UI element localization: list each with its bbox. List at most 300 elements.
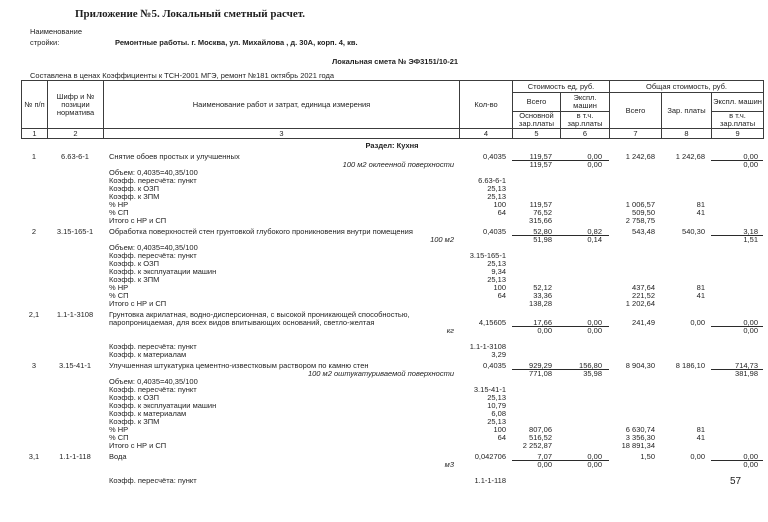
table-body: [21, 142, 763, 485]
cell: 0,4035: [483, 227, 506, 236]
cell: Итого с НР и СП: [109, 299, 167, 308]
cell: Улучшенная штукатурка цементно-известковым раствором по камню стен: [109, 361, 369, 370]
cell: 64: [497, 208, 506, 217]
cell: [47, 252, 103, 260]
cell: 241,49: [632, 318, 655, 327]
cell: 0,00: [743, 326, 758, 335]
cell: [21, 418, 47, 426]
cell: [21, 300, 47, 308]
cell: [21, 244, 47, 252]
cell: % СП: [109, 433, 129, 442]
cell: [21, 201, 47, 209]
cell: 100: [493, 425, 506, 434]
cell: 100 м2 оштукатуриваемой поверхности: [307, 369, 454, 378]
cell: [609, 169, 661, 177]
cell: Итого с НР и СП: [109, 216, 167, 225]
cell: [560, 268, 609, 276]
cell: [609, 244, 661, 252]
cell: 0,00: [587, 326, 602, 335]
cell: Коэфф. пересчёта: пункт: [109, 476, 197, 485]
cell: 0,00: [711, 453, 763, 461]
cell: [21, 193, 47, 201]
cell: [47, 161, 103, 169]
cell: [560, 177, 609, 185]
cell: [459, 236, 512, 244]
cell: Коэфф. к эксплуатации машин: [109, 401, 217, 410]
table-row: [21, 442, 763, 450]
cell: 100 м2: [430, 235, 454, 244]
cell: [609, 260, 661, 268]
cell: [609, 378, 661, 386]
section-row: [21, 142, 763, 150]
cell: [609, 410, 661, 418]
cell: [47, 276, 103, 284]
header-total-mach: Экспл. машин: [712, 93, 764, 112]
cell: [512, 260, 560, 268]
cell: [711, 442, 763, 450]
cell: [47, 292, 103, 300]
cell: [560, 351, 609, 359]
cell: [661, 236, 711, 244]
cell: [459, 370, 512, 378]
header-num-7: 7: [610, 129, 662, 139]
cell: [47, 442, 103, 450]
cell: 1: [31, 152, 37, 161]
cell: Коэфф. пересчёта: пункт: [109, 342, 197, 351]
cell: 25,13: [487, 259, 506, 268]
cell: 0,042706: [474, 452, 506, 461]
cell: 3: [31, 361, 37, 370]
table-row: [21, 351, 763, 359]
cell: [512, 386, 560, 394]
header-unit-mach: Экспл. машин: [561, 93, 610, 112]
header-total-total: Всего: [610, 93, 662, 129]
cell: 3.15-165-1: [469, 251, 506, 260]
cell: [609, 327, 661, 335]
cell: [21, 402, 47, 410]
cell: 52,12: [533, 283, 552, 292]
cell: [609, 252, 661, 260]
cell: [661, 461, 711, 469]
cell: [661, 378, 711, 386]
cell: [21, 410, 47, 418]
cell: [609, 386, 661, 394]
cell: [609, 185, 661, 193]
cell: [47, 217, 103, 225]
cell: [711, 410, 763, 418]
cell: [21, 378, 47, 386]
cell: [21, 185, 47, 193]
cell: Коэфф. пересчёта: пункт: [109, 251, 197, 260]
cell: [661, 185, 711, 193]
cell: 51,98: [533, 235, 552, 244]
cell: [661, 169, 711, 177]
cell: 0,00: [560, 453, 609, 461]
cell: [560, 426, 609, 434]
cell: [512, 394, 560, 402]
cell: 0,00: [537, 460, 552, 469]
cell: [711, 252, 763, 260]
cell: 1 242,68: [625, 152, 655, 161]
cell: 100: [493, 283, 506, 292]
cell: 100: [493, 200, 506, 209]
cell: 9,34: [491, 267, 506, 276]
cell: [560, 169, 609, 177]
cell: [711, 402, 763, 410]
cell: Коэфф. к ОЗП: [109, 259, 159, 268]
cell: 33,36: [533, 291, 552, 300]
name-label-line2: стройки:: [30, 38, 60, 47]
cell: [21, 461, 47, 469]
cell: [711, 300, 763, 308]
cell: 3.15-41-1: [58, 361, 92, 370]
cell: 25,13: [487, 417, 506, 426]
cell: [560, 477, 609, 485]
cell: 0,00: [743, 160, 758, 169]
cell: 0,00: [587, 460, 602, 469]
cell: [21, 351, 47, 359]
cell: [661, 343, 711, 351]
cell: [512, 477, 560, 485]
cell: 17,66: [512, 319, 560, 327]
cell: % СП: [109, 291, 129, 300]
header-unit-total-sub: Основной зар.платы: [513, 112, 561, 129]
cell: 119,57: [529, 200, 552, 209]
cell: 1 202,64: [625, 299, 655, 308]
cell: [21, 161, 47, 169]
cell: Коэфф. к ЗПМ: [109, 417, 160, 426]
cell: 6.63-6-1: [478, 176, 506, 185]
cell: [711, 209, 763, 217]
cell: 3.15-41-1: [473, 385, 506, 394]
cell: Вода: [109, 452, 127, 461]
header-total-salary: Зар. платы: [662, 93, 712, 129]
name-label-line1: Наименование: [30, 27, 82, 36]
cell: [711, 351, 763, 359]
cell: [661, 327, 711, 335]
table-row: [21, 319, 763, 327]
cell: [47, 378, 103, 386]
cell: 2 758,75: [625, 216, 655, 225]
cell: 0,00: [690, 452, 705, 461]
cell: [609, 177, 661, 185]
cell: [661, 386, 711, 394]
cell: [560, 284, 609, 292]
header-num-9: 9: [712, 129, 764, 139]
cell: Итого с НР и СП: [109, 441, 167, 450]
cell: [21, 469, 47, 477]
header-col-code: Шифр и № позиции норматива: [48, 81, 104, 129]
cell: [21, 236, 47, 244]
cell: [560, 185, 609, 193]
header-unit-total: Всего: [513, 93, 561, 112]
cell: [560, 193, 609, 201]
cell: [560, 394, 609, 402]
cell: [21, 209, 47, 217]
cell: 2: [31, 227, 37, 236]
cell: [711, 201, 763, 209]
cell: 81: [696, 200, 705, 209]
table-row: [21, 300, 763, 308]
cell: [21, 276, 47, 284]
cell: Коэфф. к материалам: [109, 409, 187, 418]
cell: [47, 394, 103, 402]
table-row: [21, 217, 763, 225]
cell: 0,00: [537, 326, 552, 335]
cell: 6 630,74: [625, 425, 655, 434]
cell: [609, 268, 661, 276]
cell: % СП: [109, 208, 129, 217]
cell: [560, 335, 609, 343]
cell: [47, 201, 103, 209]
cell: [560, 252, 609, 260]
cell: [512, 402, 560, 410]
cell: [21, 442, 47, 450]
cell: [661, 469, 711, 477]
cell: [47, 284, 103, 292]
cell: 25,13: [487, 393, 506, 402]
header-num-6: 6: [561, 129, 610, 139]
cell: [47, 236, 103, 244]
cell: [47, 185, 103, 193]
cell: [711, 335, 763, 343]
cell: [47, 268, 103, 276]
cell: паропроницаемая, для всех видов впитывающих оснований, светло-желтая: [109, 318, 375, 327]
cell: 0,00: [743, 460, 758, 469]
cell: [21, 370, 47, 378]
cell: [21, 343, 47, 351]
cell: 2 252,87: [522, 441, 552, 450]
cell: 8 904,30: [625, 361, 655, 370]
cell: [47, 351, 103, 359]
cell: [21, 477, 47, 485]
cell: [47, 300, 103, 308]
table-row: [21, 477, 763, 485]
cell: [47, 260, 103, 268]
cell: [560, 469, 609, 477]
cell: 1,50: [640, 452, 655, 461]
cell: [560, 217, 609, 225]
cell: 81: [696, 425, 705, 434]
cell: % НР: [109, 425, 129, 434]
cell: [661, 394, 711, 402]
cell: [609, 236, 661, 244]
cell: 2,1: [28, 310, 40, 319]
cell: [47, 386, 103, 394]
cell: 929,29: [512, 362, 560, 370]
cell: 41: [696, 433, 705, 442]
header-num-4: 4: [460, 129, 513, 139]
cell: 10,79: [487, 401, 506, 410]
cell: [661, 442, 711, 450]
cell: 807,06: [529, 425, 552, 434]
cell: [661, 351, 711, 359]
table-row: [21, 327, 763, 335]
cell: м3: [444, 460, 454, 469]
cell: [661, 300, 711, 308]
cell: 6.63-6-1: [61, 152, 89, 161]
cell: Обработка поверхностей стен грунтовкой глубокого проникновения внутри помещения: [109, 227, 413, 236]
cell: [47, 177, 103, 185]
cell: 0,00: [711, 153, 763, 161]
cell: Грунтовка акрилатная, водно-дисперсионная, с высокой проникающей способностью,: [109, 310, 410, 319]
cell: [512, 469, 560, 477]
cell: [711, 284, 763, 292]
cell: Коэфф. к ОЗП: [109, 184, 159, 193]
cell: [21, 319, 47, 327]
cell: 156,80: [560, 362, 609, 370]
cell: 381,98: [735, 369, 758, 378]
cell: [560, 244, 609, 252]
cell: 119,57: [512, 153, 560, 161]
cell: [560, 209, 609, 217]
page-number: 57: [730, 476, 742, 487]
cell: 0,00: [560, 319, 609, 327]
cell: 221,52: [632, 291, 655, 300]
cell: [21, 434, 47, 442]
cell: 7,07: [512, 453, 560, 461]
cell: [661, 260, 711, 268]
header-group-unit-cost: Стоимость ед, руб.: [513, 81, 610, 93]
header-col-work-name: Наименование работ и затрат, единица измерения: [104, 81, 460, 129]
cell: [609, 402, 661, 410]
cell: [21, 335, 47, 343]
cell: [560, 276, 609, 284]
cell: [711, 244, 763, 252]
cell: [459, 461, 512, 469]
cell: [560, 300, 609, 308]
cell: [512, 244, 560, 252]
cell: Коэфф. пересчёта: пункт: [109, 176, 197, 185]
cell: 1 242,68: [675, 152, 705, 161]
section-title: Раздел: Кухня: [365, 141, 419, 150]
cell: 0,14: [587, 235, 602, 244]
cell: [47, 410, 103, 418]
cell: [661, 177, 711, 185]
cell: Объем: 0,4035=40,35/100: [109, 243, 198, 252]
cell: 100 м2 оклеенной поверхности: [342, 160, 454, 169]
cell: [21, 284, 47, 292]
cell: [512, 343, 560, 351]
cell: [711, 276, 763, 284]
cell: Снятие обоев простых и улучшенных: [109, 152, 240, 161]
cell: Коэфф. к ЗПМ: [109, 275, 160, 284]
cell: 714,73: [711, 362, 763, 370]
cell: [711, 185, 763, 193]
cell: [21, 260, 47, 268]
cell: 25,13: [487, 184, 506, 193]
cell: [661, 335, 711, 343]
building-name: Ремонтные работы. г. Москва, ул. Михайлова , д. 30А, корп. 4, кв.: [115, 38, 358, 47]
cell: 41: [696, 291, 705, 300]
cell: Объем: 0,4035=40,35/100: [109, 168, 198, 177]
cell: [609, 394, 661, 402]
compiled-note: Составлена в ценах Коэффициенты к ТСН-2001 МГЭ, ремонт №181 октябрь 2021 года: [30, 71, 335, 80]
cell: [560, 418, 609, 426]
estimate-table-header: [21, 80, 764, 139]
header-total-mach-sub: в т.ч. зар.платы: [712, 112, 764, 129]
header-col-quantity: Кол-во: [460, 81, 513, 129]
cell: 3,18: [711, 228, 763, 236]
cell: [661, 268, 711, 276]
cell: [560, 442, 609, 450]
cell: 0,00: [690, 318, 705, 327]
cell: [560, 292, 609, 300]
cell: 25,13: [487, 192, 506, 201]
cell: [609, 469, 661, 477]
cell: [711, 418, 763, 426]
cell: [459, 327, 512, 335]
cell: [609, 335, 661, 343]
cell: [459, 442, 512, 450]
cell: 0,00: [587, 160, 602, 169]
cell: [21, 217, 47, 225]
cell: [47, 244, 103, 252]
cell: Коэфф. к материалам: [109, 350, 187, 359]
cell: [512, 252, 560, 260]
cell: [609, 370, 661, 378]
header-num-2: 2: [48, 129, 104, 139]
cell: 0,00: [711, 319, 763, 327]
cell: 76,52: [533, 208, 552, 217]
cell: 41: [696, 208, 705, 217]
cell: [609, 477, 661, 485]
cell: [661, 402, 711, 410]
estimate-number: Локальная смета № ЭФ3151/10-21: [332, 57, 459, 66]
cell: 8 186,10: [675, 361, 705, 370]
estimate-table: [21, 80, 763, 485]
cell: [47, 426, 103, 434]
cell: 771,08: [529, 369, 552, 378]
cell: [711, 343, 763, 351]
cell: [560, 386, 609, 394]
cell: 437,64: [632, 283, 655, 292]
table-row: [21, 461, 763, 469]
cell: [609, 351, 661, 359]
cell: [560, 260, 609, 268]
cell: Коэфф. к ЗПМ: [109, 192, 160, 201]
cell: [512, 410, 560, 418]
cell: [661, 161, 711, 169]
cell: 0,4035: [483, 152, 506, 161]
cell: 4,15605: [478, 318, 506, 327]
cell: [711, 378, 763, 386]
cell: [512, 335, 560, 343]
cell: [661, 244, 711, 252]
cell: Коэфф. к ОЗП: [109, 393, 159, 402]
cell: [711, 177, 763, 185]
cell: 1.1-1-3108: [469, 342, 506, 351]
cell: [711, 426, 763, 434]
cell: Объем: 0,4035=40,35/100: [109, 377, 198, 386]
cell: 64: [497, 433, 506, 442]
cell: [609, 161, 661, 169]
cell: 1.1-1-3108: [56, 310, 94, 319]
cell: [512, 268, 560, 276]
cell: [711, 268, 763, 276]
cell: [512, 185, 560, 193]
header-num-3: 3: [104, 129, 460, 139]
cell: [661, 477, 711, 485]
cell: [47, 169, 103, 177]
cell: [47, 209, 103, 217]
header-col-npp: № п/п: [22, 81, 48, 129]
cell: [21, 426, 47, 434]
cell: [21, 252, 47, 260]
cell: 119,57: [529, 160, 552, 169]
cell: [609, 343, 661, 351]
header-num-1: 1: [22, 129, 48, 139]
